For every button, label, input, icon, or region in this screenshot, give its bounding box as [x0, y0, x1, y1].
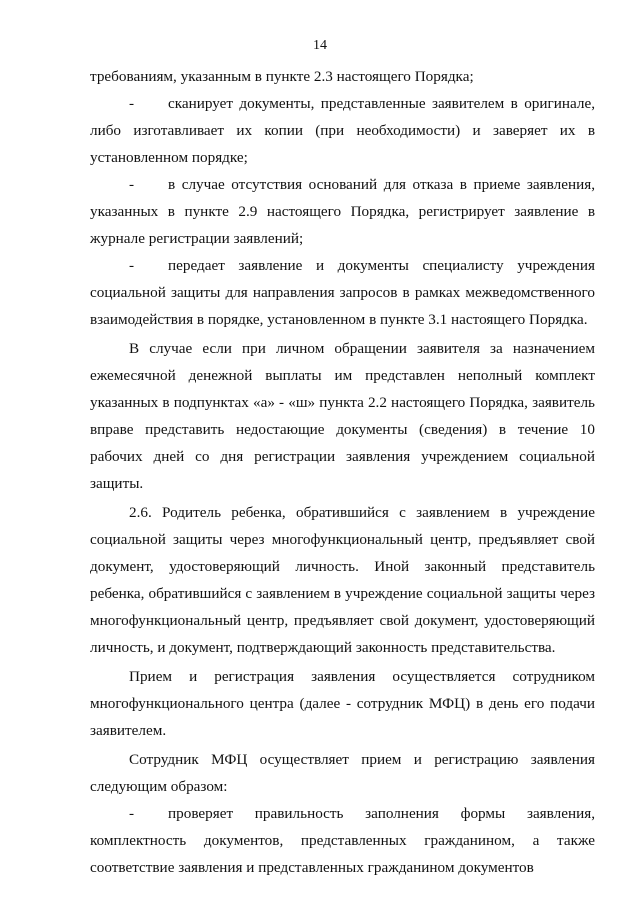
paragraph-text: 2.6. Родитель ребенка, обратившийся с заявлением в учреждение социальной защиты через многофункциональный центр, предъявляет свой документ, удостоверяющий личность. Иной законный представитель ребенка, обратившийся с заявлением в учреждение социальной защиты через многофункциональный центр, предъявляет свой документ, удостоверяющий личность, и документ, подтверждающий законность представительства. [90, 504, 595, 656]
paragraph [90, 335, 595, 497]
list-item [90, 171, 595, 252]
document-body [90, 63, 595, 881]
list-item-text: сканирует документы, представленные заявителем в оригинале, либо изготавливает их копии (при необходимости) и заверяет их в установленном порядке; [90, 95, 595, 166]
paragraph-section-2-6 [90, 499, 595, 661]
paragraph-continuation [90, 63, 595, 90]
paragraph-text: требованиям, указанным в пункте 2.3 настоящего Порядка; [90, 68, 474, 85]
list-item [90, 252, 595, 333]
list-bullet-dash: - [129, 257, 135, 274]
paragraph-text: Сотрудник МФЦ осуществляет прием и регистрацию заявления следующим образом: [90, 751, 595, 795]
page-number: 14 [313, 38, 327, 53]
list-item [90, 90, 595, 171]
list-item-text: передает заявление и документы специалисту учреждения социальной защиты для направления запросов в рамках межведомственного взаимодействия в порядке, установленном в пункте 3.1 настоящего Порядка. [90, 257, 595, 328]
paragraph [90, 663, 595, 744]
paragraph-text: Прием и регистрация заявления осуществляется сотрудником многофункционального центра (далее - сотрудник МФЦ) в день его подачи заявителем. [90, 668, 595, 739]
list-bullet-dash: - [129, 805, 135, 822]
list-bullet-dash: - [129, 95, 135, 112]
list-bullet-dash: - [129, 176, 135, 193]
list-item [90, 800, 595, 881]
paragraph [90, 746, 595, 800]
paragraph-text: В случае если при личном обращении заявителя за назначением ежемесячной денежной выплаты им представлен неполный комплект указанных в подпунктах «а» - «ш» пункта 2.2 настоящего Порядка, заявитель вправе представить недостающие документы (сведения) в течение 10 рабочих дней со дня регистрации заявления учреждением социальной защиты. [90, 340, 595, 492]
list-item-text: в случае отсутствия оснований для отказа в приеме заявления, указанных в пункте 2.9 настоящего Порядка, регистрирует заявление в журнале регистрации заявлений; [90, 176, 595, 247]
list-item-text: проверяет правильность заполнения формы заявления, комплектность документов, представленных гражданином, а также соответствие заявления и представленных гражданином документов [90, 805, 595, 876]
